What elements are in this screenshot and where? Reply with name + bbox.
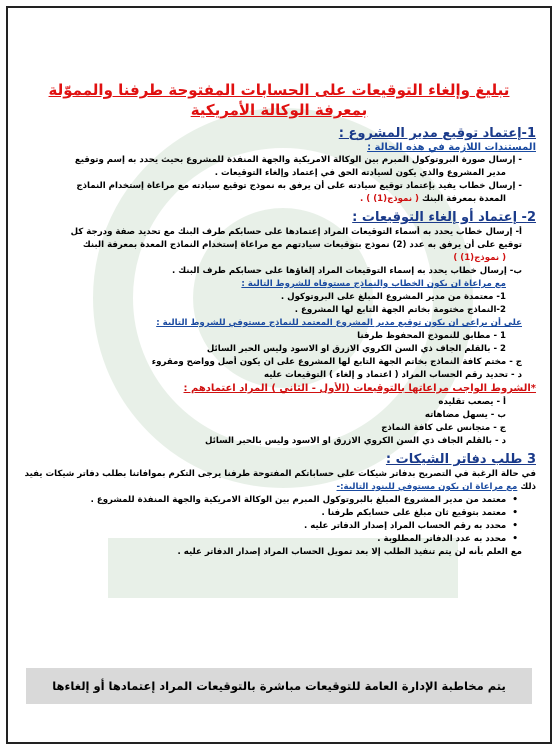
s2-f-1: أ - يصعب تقليده [438, 397, 506, 407]
s1-line-4-text: المعدة بمعرفة البنك [421, 194, 506, 204]
form-1-ref-2: ( نموذج(1) ) [453, 253, 506, 263]
s1-line-2: مدير المشروع والذي يكون لسيادته الحق في إعتماد وإلغاء التوقيعات . [214, 168, 506, 178]
bullet-icon: • [512, 521, 518, 531]
s3-note: مع العلم بأنه لن يتم تنفيذ الطلب إلا بعد تمويل الحساب المراد إصدار الدفاتر عليه . [177, 547, 522, 557]
s3-bullet-text: معتمد بتوقيع ثان مبلغ على حسابكم طرفنا . [321, 508, 507, 518]
s2-d-1: 1 - مطابق للنموذج المحفوظ طرفنا [357, 331, 506, 341]
s2-b-line: ب- إرسال خطاب يحدد به إسماء التوقيعات المراد إلغاؤها على حسابكم طرف البنك . [172, 266, 522, 276]
s3-bullet [22, 494, 536, 507]
s2-a-line-3 [22, 252, 536, 265]
footer-note [26, 668, 532, 704]
s2-c-1: 1- معتمدة من مدير المشروع المبلغ على البروتوكول . [280, 292, 506, 302]
s3-bullet-text: محدد به عدد الدفاتر المطلوبة . [377, 534, 507, 544]
s2-cond-1 [22, 278, 536, 291]
s3-bullet-text: معتمد من مدير المشروع المبلغ بالبروتوكول المبرم بين الوكالة الامريكية والجهة المنفذة للمشروع . [90, 495, 507, 505]
s2-a-line-1: أ- إرسال خطاب يحدد به أسماء التوقيعات المراد إعتمادها على حسابكم طرف البنك مع تحديد صفة ودرجة كل [70, 227, 522, 237]
s2-e-1: ج - مختم كافة النماذج بخاتم الجهة التابع لها المشروع على ان يكون أصل وواضح ومقروء [151, 357, 522, 367]
section-3-heading: 3 طلب دفاتر الشيكات : [385, 452, 536, 467]
bullet-icon: • [512, 508, 518, 518]
s2-f-3: ج - متجانس على كافة النماذج [381, 423, 506, 433]
footer-text: يتم مخاطبة الإدارة العامة للتوقيعات مباشرة بالتوقيعات المراد إعتمادها أو إلغاءها [52, 679, 506, 693]
s1-line-4 [22, 193, 536, 206]
s2-f-2: ب - يسهل مضاهاته [424, 410, 506, 420]
s2-a-line-2: توقيع على أن يرفق به عدد (2) نموذج بتوقيعات سيادتهم مع مراعاة إستخدام النماذج المعدة بمعرفة البنك [82, 240, 522, 250]
s3-bullet [22, 507, 536, 520]
s1-line-1: - إرسال صورة البروتوكول المبرم بين الوكالة الامريكية والجهة المنفذة للمشروع بحيث يحدد به إسم وتوقيع [74, 155, 522, 165]
s2-e-2: د - تحديد رقم الحساب المراد ( اعتماد و إلغاء ) التوقيعات عليه [264, 370, 522, 380]
form-1-ref: ( نموذج(1) ) . [360, 194, 419, 204]
s3-para-2-cond: مع مراعاة ان يكون مستوفي للبنود التالية:- [336, 482, 518, 492]
s2-cond-3 [22, 382, 536, 396]
s3-para-2 [22, 481, 536, 494]
s2-cond-2-text: على أن يراعى ان يكون توقيع مدير المشروع المعتمد للنماذج مستوفي للشروط التالية : [156, 318, 522, 328]
s2-f-4: د - بالقلم الجاف ذي السن الكروي الازرق او الاسود وليس بالحبر السائل [204, 436, 506, 446]
s2-d-2: 2 - بالقلم الجاف ذي السن الكروي الازرق او الاسود وليس الحبر السائل [206, 344, 506, 354]
bullet-icon: • [512, 534, 518, 544]
s3-bullet-text: محدد به رقم الحساب المراد إصدار الدفاتر عليه . [304, 521, 507, 531]
document-page [6, 6, 552, 744]
s2-cond-3-text: *الشروط الواجب مراعاتها بالتوقيعات (الأول - الثاني ) المراد اعتمادهم : [183, 383, 536, 394]
section-2-heading: 2- إعتماد أو إلغاء التوقيعات : [352, 210, 536, 225]
bullet-icon: • [512, 495, 518, 505]
s2-c-2: 2-النماذج مختومة بخاتم الجهة التابع لها المشروع . [294, 305, 506, 315]
page-title: تبليغ وإلغاء التوقيعات على الحسابات المفتوحة طرفنا والمموّلة بمعرفة الوكالة الأمريكية [48, 81, 510, 119]
section-1-heading: 1-إعتماد توقيع مدير المشروع : [338, 126, 536, 141]
s2-cond-2 [22, 317, 536, 330]
s3-para-2-pre: ذلك [520, 482, 536, 492]
s3-bullet [22, 533, 536, 546]
required-docs-label: المستندات اللازمة في هذه الحالة : [367, 142, 536, 153]
s3-para-1: في حالة الرغبة في التصريح بدفاتر شيكات على حساباتكم المفتوحة طرفنا يرجى التكرم بموافاتنا بطلب دفاتر شيكات يفيد [24, 469, 536, 479]
s2-cond-1-text: مع مراعاة ان يكون الخطاب والنماذج مستوفاه للشروط التالية : [241, 279, 506, 289]
s3-bullet [22, 520, 536, 533]
document-content [22, 80, 536, 559]
s1-line-3: - إرسال خطاب يفيد بإعتماد توقيع سيادته على أن يرفق به نموذج توقيع سيادته مع مراعاة إستخدام النماذج [76, 181, 522, 191]
